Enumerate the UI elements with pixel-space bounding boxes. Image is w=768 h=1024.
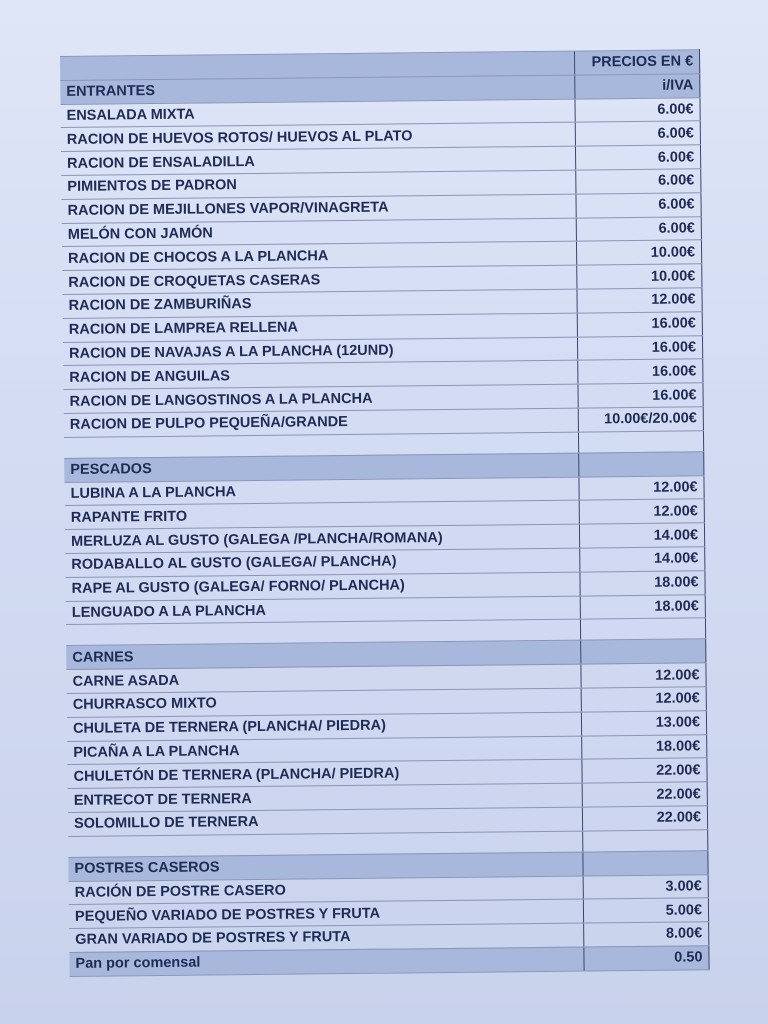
item-price: 10.00€	[576, 240, 701, 265]
item-price: 6.00€	[575, 121, 700, 146]
item-name: RACIÓN DE POSTRE CASERO	[69, 876, 584, 905]
item-price: 16.00€	[577, 312, 702, 337]
item-price: 22.00€	[582, 758, 707, 783]
item-name: LENGUADO A LA PLANCHA	[66, 596, 581, 625]
item-price: 18.00€	[582, 734, 707, 759]
item-name: RACION DE LANGOSTINOS A LA PLANCHA	[63, 384, 578, 413]
bread-label: Pan por comensal	[69, 947, 584, 976]
item-name: RACION DE HUEVOS ROTOS/ HUEVOS AL PLATO	[61, 122, 576, 151]
section-price-cell	[583, 850, 708, 875]
item-price: 13.00€	[581, 710, 706, 735]
item-name: RAPANTE FRITO	[65, 500, 580, 529]
item-price: 6.00€	[576, 169, 701, 194]
item-price: 10.00€	[577, 264, 702, 289]
item-price: 18.00€	[580, 571, 705, 596]
item-name: PEQUEÑO VARIADO DE POSTRES Y FRUTA	[69, 899, 584, 928]
item-name: PIMIENTOS DE PADRON	[61, 170, 576, 199]
item-price: 12.00€	[577, 288, 702, 313]
item-price: 16.00€	[577, 335, 702, 360]
item-name: RACION DE ANGUILAS	[63, 360, 578, 389]
item-price: 14.00€	[579, 523, 704, 548]
item-name: SOLOMILLO DE TERNERA	[68, 807, 583, 836]
item-price: 6.00€	[576, 216, 701, 241]
item-name: MELÓN CON JAMÓN	[62, 218, 577, 247]
item-name: ENTRECOT DE TERNERA	[68, 783, 583, 812]
item-price: 12.00€	[579, 499, 704, 524]
item-price: 14.00€	[580, 547, 705, 572]
item-price: 16.00€	[578, 383, 703, 408]
item-name: CHULETA DE TERNERA (PLANCHA/ PIEDRA)	[67, 712, 582, 741]
spacer-price-cell	[578, 431, 703, 453]
section-title: ENTRANTES	[60, 75, 575, 104]
item-price: 12.00€	[581, 687, 706, 712]
item-name: RAPE AL GUSTO (GALEGA/ FORNO/ PLANCHA)	[65, 572, 580, 601]
item-name: RACION DE PULPO PEQUEÑA/GRANDE	[64, 408, 579, 437]
item-name: RACION DE NAVAJAS A LA PLANCHA (12UND)	[63, 337, 578, 366]
item-price: 6.00€	[575, 97, 700, 122]
item-name: LUBINA A LA PLANCHA	[64, 477, 579, 506]
item-name: PICAÑA A LA PLANCHA	[67, 736, 582, 765]
item-price: 6.00€	[576, 193, 701, 218]
item-name: RACION DE ZAMBURIÑAS	[62, 289, 577, 318]
section-title: CARNES	[66, 640, 581, 669]
item-price: 16.00€	[578, 359, 703, 384]
item-name: RACION DE CHOCOS A LA PLANCHA	[62, 241, 577, 270]
item-price: 10.00€/20.00€	[578, 407, 703, 432]
item-price: 18.00€	[580, 594, 705, 619]
item-name: MERLUZA AL GUSTO (GALEGA /PLANCHA/ROMANA)	[65, 524, 580, 553]
section-price-cell	[579, 452, 704, 477]
item-price: 6.00€	[575, 145, 700, 170]
menu-price-table	[60, 49, 710, 976]
section-title: POSTRES CASEROS	[68, 852, 583, 881]
item-name: RACION DE LAMPREA RELLENA	[63, 313, 578, 342]
item-name: RACION DE CROQUETAS CASERAS	[62, 265, 577, 294]
price-column-title: PRECIOS EN €	[574, 50, 699, 75]
spacer-price-cell	[580, 618, 705, 640]
item-price: 22.00€	[582, 806, 707, 831]
item-price: 5.00€	[583, 898, 708, 923]
item-price: 12.00€	[581, 663, 706, 688]
item-name: ENSALADA MIXTA	[61, 99, 576, 128]
item-name: GRAN VARIADO DE POSTRES Y FRUTA	[69, 923, 584, 952]
item-name: RODABALLO AL GUSTO (GALEGA/ PLANCHA)	[65, 548, 580, 577]
section-price-cell	[581, 639, 706, 664]
section-title: PESCADOS	[64, 453, 579, 482]
item-price: 3.00€	[583, 874, 708, 899]
item-name: CHULETÓN DE TERNERA (PLANCHA/ PIEDRA)	[67, 759, 582, 788]
item-name: RACION DE ENSALADILLA	[61, 146, 576, 175]
spacer-price-cell	[583, 829, 708, 851]
item-price: 12.00€	[579, 475, 704, 500]
item-price: 8.00€	[584, 922, 709, 947]
item-name: RACION DE MEJILLONES VAPOR/VINAGRETA	[62, 194, 577, 223]
item-price: 22.00€	[582, 782, 707, 807]
bread-price: 0.50	[584, 946, 709, 971]
item-name: CHURRASCO MIXTO	[67, 688, 582, 717]
item-name: CARNE ASADA	[66, 664, 581, 693]
price-column-subtitle: i/IVA	[575, 74, 700, 99]
